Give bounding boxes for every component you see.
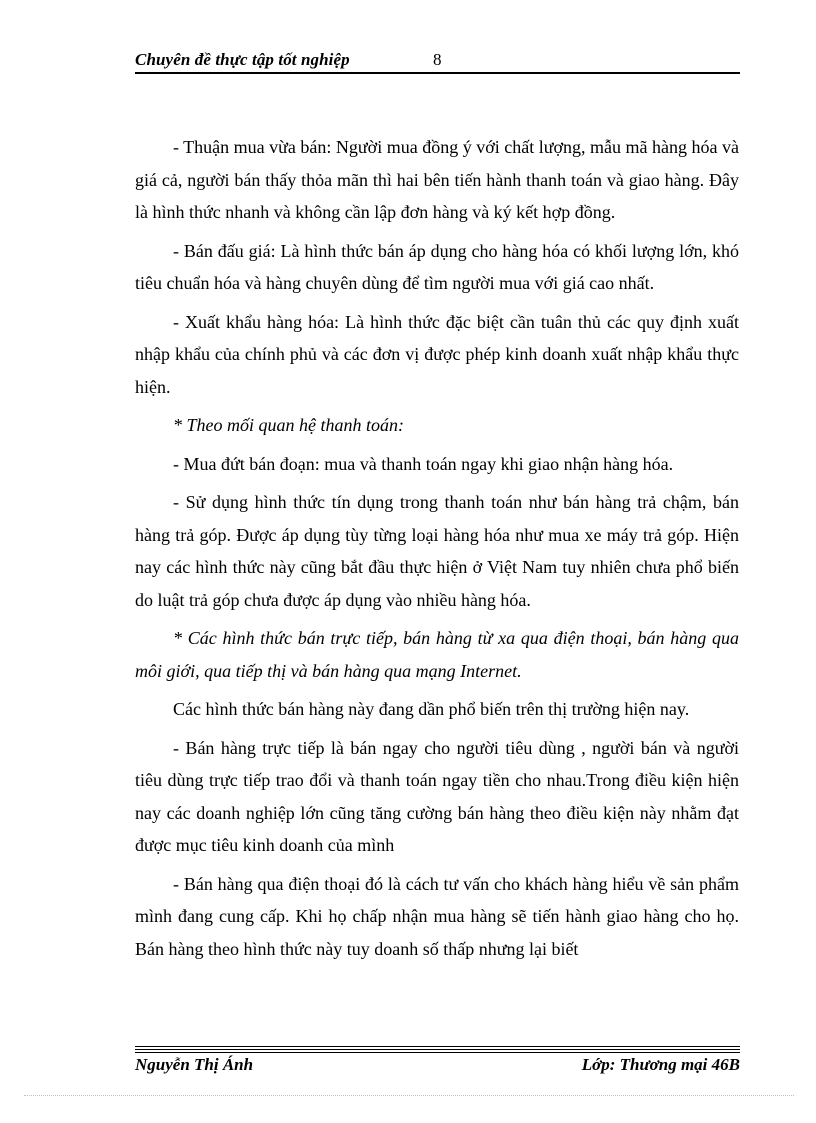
page-header [135,50,740,74]
paragraph-ban-hang-dien-thoai: - Bán hàng qua điện thoại đó là cách tư vấn cho khách hàng hiểu về sản phẩm mình đang cung cấp. Khi họ chấp nhận mua hàng sẽ tiến hành giao hàng cho họ. Bán hàng theo hình thức này tuy doanh số thấp nhưng lại biết [135,873,739,959]
footer-rule [135,1046,740,1047]
paragraph-ban-hang-truc-tiep: - Bán hàng trực tiếp là bán ngay cho người tiêu dùng , người bán và người tiêu dùng trực tiếp trao đổi và thanh toán ngay tiền cho nhau.Trong điều kiện hiện nay các doanh nghiệp lớn cũng tăng cường bán hàng theo điều kiện này nhằm đạt được mục tiêu kinh doanh của mình [135,737,739,855]
page-number: 8 [433,50,442,69]
subheading-thanh-toan: * Theo mối quan hệ thanh toán: [173,415,404,435]
footer-rule [135,1052,740,1053]
document-body [135,131,739,965]
subheading-hinh-thuc-ban: * Các hình thức bán trực tiếp, bán hàng từ xa qua điện thoại, bán hàng qua môi giới, qua tiếp thị và bán hàng qua mạng Internet. [135,628,739,681]
paragraph-tin-dung: - Sử dụng hình thức tín dụng trong thanh toán như bán hàng trả chậm, bán hàng trả góp. Được áp dụng tùy từng loại hàng hóa như mua xe máy trả góp. Hiện nay các hình thức này cũng bắt đầu thực hiện ở Việt Nam tuy nhiên chưa phổ biến do luật trả góp chưa được áp dụng vào nhiều hàng hóa. [135,492,739,610]
paragraph-mua-dut-ban-doan: - Mua đứt bán đoạn: mua và thanh toán ngay khi giao nhận hàng hóa. [173,453,674,474]
paragraph-ban-dau-gia: - Bán đấu giá: Là hình thức bán áp dụng cho hàng hóa có khối lượng lớn, khó tiêu chuẩn hóa và hàng chuyên dùng để tìm người mua với giá cao nhất. [135,240,739,293]
document-title: Chuyên đề thực tập tốt nghiệp [135,50,350,69]
paragraph-xuat-khau: - Xuất khẩu hàng hóa: Là hình thức đặc biệt cần tuân thủ các quy định xuất nhập khẩu của chính phủ và các đơn vị được phép kinh doanh xuất nhập khẩu thực hiện. [135,311,739,397]
footer-author: Nguyễn Thị Ánh [135,1055,254,1074]
footer-class: Lớp: Thương mại 46B [581,1055,740,1074]
paragraph-thuan-mua-vua-ban: - Thuận mua vừa bán: Người mua đồng ý với chất lượng, mẫu mã hàng hóa và giá cả, người bán thấy thỏa mãn thì hai bên tiến hành thanh toán và giao hàng. Đây là hình thức nhanh và không cần lập đơn hàng và ký kết hợp đồng. [135,137,739,222]
page-edge [24,1095,794,1096]
footer-rule [135,1049,740,1050]
paragraph-pho-bien: Các hình thức bán hàng này đang dần phổ biến trên thị trường hiện nay. [173,699,690,719]
